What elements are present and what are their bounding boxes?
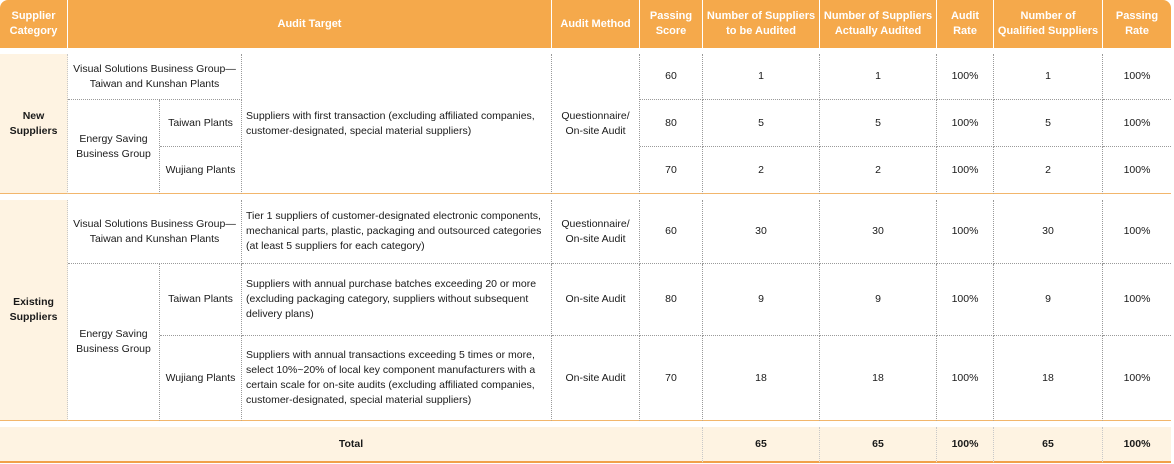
header-actually-audited: Number of Suppliers Actually Audited (820, 0, 937, 48)
header-supplier-category: Supplier Category (0, 0, 68, 48)
passing-rate: 100% (1103, 336, 1171, 421)
target-group: Visual Solutions Business Group— Taiwan and Kunshan Plants (68, 54, 242, 100)
header-passing-score: Passing Score (640, 0, 703, 48)
audit-rate: 100% (937, 54, 994, 100)
total-audit-rate: 100% (937, 427, 994, 463)
audit-method: On-site Audit (552, 264, 640, 336)
header-audit-method: Audit Method (552, 0, 640, 48)
total-qualified-suppliers: 65 (994, 427, 1103, 463)
audit-criteria: Suppliers with annual transactions exceeding 5 times or more, select 10%~20% of local key component manufacturers with a certain scale for on-site audits (excluding affiliated companies, customer-designated, special material suppliers) (242, 336, 552, 421)
total-to-be-audited: 65 (703, 427, 820, 463)
plant-name: Wujiang Plants (160, 147, 242, 194)
passing-rate: 100% (1103, 54, 1171, 100)
total-label: Total (0, 427, 703, 463)
passing-score: 80 (640, 264, 703, 336)
table-row (0, 336, 1171, 421)
header-qualified-suppliers: Number of Qualified Suppliers (994, 0, 1103, 48)
audit-rate: 100% (937, 100, 994, 147)
audit-criteria: Suppliers with first transaction (excluding affiliated companies, customer-designated, special material suppliers) (242, 54, 552, 194)
passing-score: 70 (640, 147, 703, 194)
total-row (0, 427, 1171, 463)
passing-rate: 100% (1103, 100, 1171, 147)
passing-rate: 100% (1103, 264, 1171, 336)
target-group: Visual Solutions Business Group— Taiwan and Kunshan Plants (68, 200, 242, 264)
qualified-suppliers: 9 (994, 264, 1103, 336)
audit-method: Questionnaire/ On-site Audit (552, 200, 640, 264)
to-be-audited: 5 (703, 100, 820, 147)
total-passing-rate: 100% (1103, 427, 1171, 463)
passing-score: 60 (640, 200, 703, 264)
actually-audited: 9 (820, 264, 937, 336)
header-audit-rate: Audit Rate (937, 0, 994, 48)
audit-method: Questionnaire/ On-site Audit (552, 54, 640, 194)
to-be-audited: 9 (703, 264, 820, 336)
header-row (0, 0, 1171, 48)
audit-criteria: Suppliers with annual purchase batches exceeding 20 or more (excluding packaging category, suppliers without subsequent delivery plans) (242, 264, 552, 336)
passing-score: 70 (640, 336, 703, 421)
passing-rate: 100% (1103, 200, 1171, 264)
header-passing-rate: Passing Rate (1103, 0, 1171, 48)
table-row (0, 264, 1171, 336)
audit-method: On-site Audit (552, 336, 640, 421)
plant-name: Taiwan Plants (160, 100, 242, 147)
to-be-audited: 30 (703, 200, 820, 264)
actually-audited: 1 (820, 54, 937, 100)
to-be-audited: 1 (703, 54, 820, 100)
plant-name: Wujiang Plants (160, 336, 242, 421)
target-group: Energy Saving Business Group (68, 264, 160, 421)
actually-audited: 30 (820, 200, 937, 264)
plant-name: Taiwan Plants (160, 264, 242, 336)
category-existing-suppliers: Existing Suppliers (0, 200, 68, 421)
table-row (0, 54, 1171, 100)
actually-audited: 18 (820, 336, 937, 421)
passing-score: 60 (640, 54, 703, 100)
header-audit-target: Audit Target (68, 0, 552, 48)
header-to-be-audited: Number of Suppliers to be Audited (703, 0, 820, 48)
qualified-suppliers: 30 (994, 200, 1103, 264)
audit-rate: 100% (937, 264, 994, 336)
qualified-suppliers: 1 (994, 54, 1103, 100)
total-actually-audited: 65 (820, 427, 937, 463)
to-be-audited: 18 (703, 336, 820, 421)
qualified-suppliers: 18 (994, 336, 1103, 421)
audit-rate: 100% (937, 336, 994, 421)
actually-audited: 5 (820, 100, 937, 147)
target-group: Energy Saving Business Group (68, 100, 160, 194)
audit-criteria: Tier 1 suppliers of customer-designated electronic components, mechanical parts, plastic, packaging and outsourced categories (at least 5 suppliers for each category) (242, 200, 552, 264)
actually-audited: 2 (820, 147, 937, 194)
qualified-suppliers: 2 (994, 147, 1103, 194)
passing-score: 80 (640, 100, 703, 147)
category-new-suppliers: New Suppliers (0, 54, 68, 194)
audit-rate: 100% (937, 200, 994, 264)
audit-rate: 100% (937, 147, 994, 194)
passing-rate: 100% (1103, 147, 1171, 194)
to-be-audited: 2 (703, 147, 820, 194)
table-row (0, 200, 1171, 264)
qualified-suppliers: 5 (994, 100, 1103, 147)
